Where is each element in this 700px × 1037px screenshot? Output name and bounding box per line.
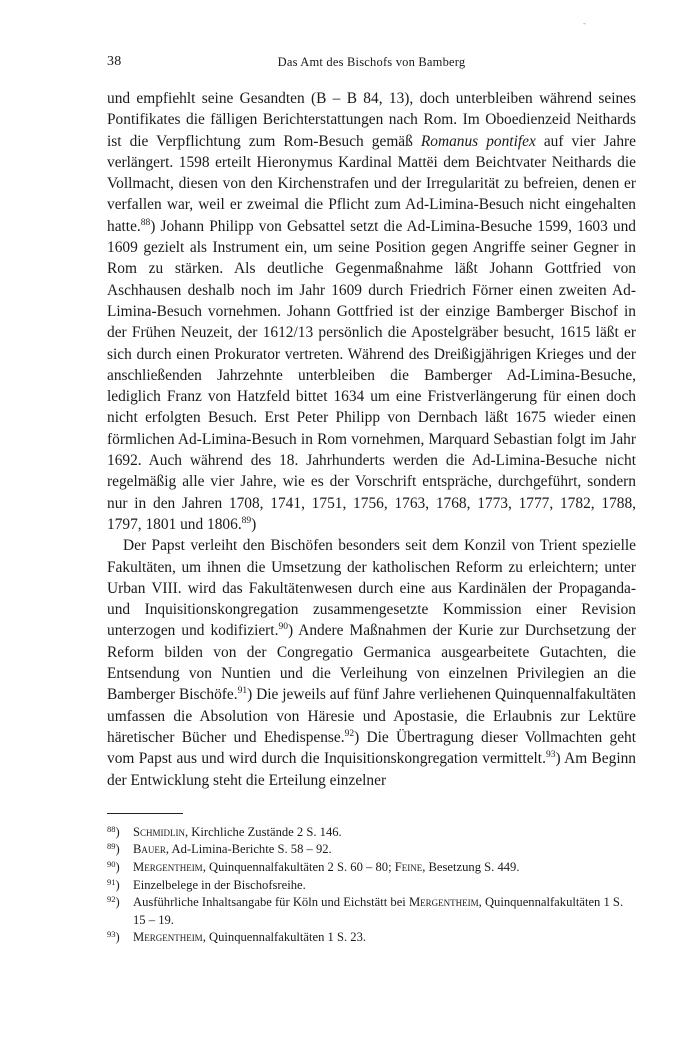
- author-name: Mergentheim: [133, 930, 203, 945]
- text-run: ) Johann Philipp von Gebsattel setzt die Ad-Limina-Besuche 1599, 1603 und 1609 gezielt als Instrument ein, um seine Position gegen Angriffe seiner Gegner in Rom zu stärken. Als deutliche Gegenmaßnahme läßt Johann Gottfried von Aschhausen deshalb noch im Jahr 1609 durch Friedrich Förner einen zweiten Ad-Limina-Besuch vornehmen. Johann Gottfried ist der einzige Bamberger Bischof in der Frühen Neuzeit, der 1612/13 persönlich die Apostelgräber besucht, 1615 läßt er sich durch einen Prokurator vertreten. Während des Dreißigjährigen Krieges und der anschließenden Jahrzehnte unterbleiben die Bamberger Ad-Limina-Besuche, lediglich Franz von Hatzfeld bittet 1634 um eine Fristverlängerung für einen doch nicht erfolgten Besuch. Erst Peter Philipp von Dernbach läßt 1675 wieder einen förmlichen Ad-Limina-Besuch in Rom vornehmen, Marquard Sebastian folgt im Jahr 1692. Auch während des 18. Jahrhunderts werden die Ad-Limina-Besuche nicht regelmäßig alle vier Jahre, wie es der Vorschrift entspräche, durchgeführt, sondern nur in den Jahren 1708, 1741, 1751, 1756, 1763, 1768, 1773, 1777, 1782, 1788, 1797, 1801 und 1806.: [107, 217, 636, 533]
- footnote-number: $^{92}$): [107, 894, 120, 910]
- footnote-number-92: 92: [107, 894, 116, 905]
- footnote-number: $^{88}$): [107, 823, 120, 839]
- footnote-text: , Besetzung S. 449.: [422, 859, 520, 874]
- footnote-ref-91: 91: [237, 686, 248, 697]
- footnote-text: , Quinquennalfakultäten 2 S. 60 – 80;: [202, 859, 395, 874]
- running-head: [107, 54, 636, 76]
- author-name: Schmidlin: [133, 824, 185, 839]
- footnote-text: Einzelbelege in der Bischofsreihe.: [133, 877, 306, 892]
- footnote-ref-92: 92: [344, 728, 355, 739]
- footnote-number-88: 88: [107, 823, 116, 834]
- text-run: ): [251, 515, 257, 533]
- author-name: Bauer: [133, 842, 166, 857]
- footnote-number: $^{90}$): [107, 858, 120, 874]
- page-number: 38: [107, 54, 122, 69]
- text-run: ) Andere Maßnahmen der Kurie zur Durchsetzung der Reform bilden von der Congregatio Germanica ausgearbeitete Gutachten, die Entsendung von Nuntien und die Verleihung von einzelnen Privilegien an die Bamberger Bischöfe.: [107, 622, 636, 704]
- footnote-ref-90: 90: [278, 622, 288, 633]
- text-run: und empfiehlt seine Gesandten (B – B 84, 13), doch unterbleiben während seines Pontifikates die fälligen Berichterstattungen nach Rom. Im Oboedienzeid Neithards ist die Verpflichtung zum Rom-Besuch gemäß: [107, 90, 636, 150]
- footnote-text: , Kirchliche Zustände 2 S. 146.: [185, 824, 342, 839]
- footnote-number: $^{93}$): [107, 929, 120, 945]
- footnote-88: [107, 824, 636, 842]
- footnote-number-91: 91: [107, 876, 116, 887]
- footnote-text: , Ad-Limina-Berichte S. 58 – 92.: [165, 842, 332, 857]
- body-text: [107, 88, 636, 791]
- footnote-number-89: 89: [107, 841, 116, 852]
- footnote-ref-88: 88: [140, 217, 151, 228]
- footnote-number-90: 90: [107, 858, 116, 869]
- italic-term: Romanus pontifex: [420, 132, 536, 150]
- text-run: ) Die jeweils auf fünf Jahre verliehenen Quinquennalfakultäten umfassen die Absolution von Häresie und Apostasie, die Erlaubnis zur Lektüre häretischer Bücher und Ehedispense.: [107, 686, 636, 746]
- running-title: Das Amt des Bischofs von Bamberg: [277, 55, 466, 69]
- footnote-89: [107, 841, 636, 859]
- author-name: Mergentheim: [133, 859, 203, 874]
- author-name: Feine: [394, 859, 423, 874]
- footnote-text: , Quinquennalfakultäten 1 S. 23.: [202, 930, 367, 945]
- paragraph-1: [107, 88, 636, 535]
- footnote-ref-93: 93: [545, 750, 556, 761]
- footnote-text: , Quinquennalfakultäten 1 S. 15 – 19.: [133, 895, 624, 927]
- corner-mark: -: [583, 18, 586, 28]
- page: [107, 54, 636, 947]
- footnote-number: $^{89}$): [107, 841, 120, 857]
- author-name: Mergentheim: [408, 895, 479, 910]
- text-run: auf vier Jahre verlängert. 1598 erteilt Hieronymus Kardinal Mattëi dem Beichtvater Neithards die Vollmacht, diesen von den Kirchenstrafen und der Irregularität zu befreien, denen er verfallen war, weil er zweimal die Pflicht zum Ad-Limina-Besuch nicht eingehalten hatte.: [107, 132, 636, 235]
- footnote-number-93: 93: [107, 929, 116, 940]
- footnote-90: [107, 859, 636, 877]
- text-run: ) Die Übertragung dieser Vollmachten geht vom Papst aus und wird durch die Inquisitionskongregation vermittelt.: [107, 728, 637, 768]
- paragraph-2: [107, 535, 636, 791]
- footnotes: [107, 824, 636, 947]
- footnote-91: [107, 877, 636, 895]
- footnote-ref-89: 89: [241, 515, 252, 526]
- text-run: Der Papst verleiht den Bischöfen besonders seit dem Konzil von Trient spezielle Fakultäten, um ihnen die Umsetzung der katholischen Reform zu erleichtern; unter Urban VIII. wird das Fakultätenwesen durch eine aus Kardinälen der Propaganda- und Inquisitionskongregation zusammengesetzte Kommission einer Revision unterzogen und kodifiziert.: [107, 537, 636, 640]
- footnote-text: Ausführliche Inhaltsangabe für Köln und Eichstätt bei: [133, 895, 409, 910]
- footnote-divider: [107, 813, 183, 814]
- footnote-number: $^{91}$): [107, 876, 120, 892]
- footnote-92: [107, 894, 636, 929]
- text-run: ) Am Beginn der Entwicklung steht die Erteilung einzelner: [107, 750, 637, 789]
- footnote-93: [107, 929, 636, 947]
